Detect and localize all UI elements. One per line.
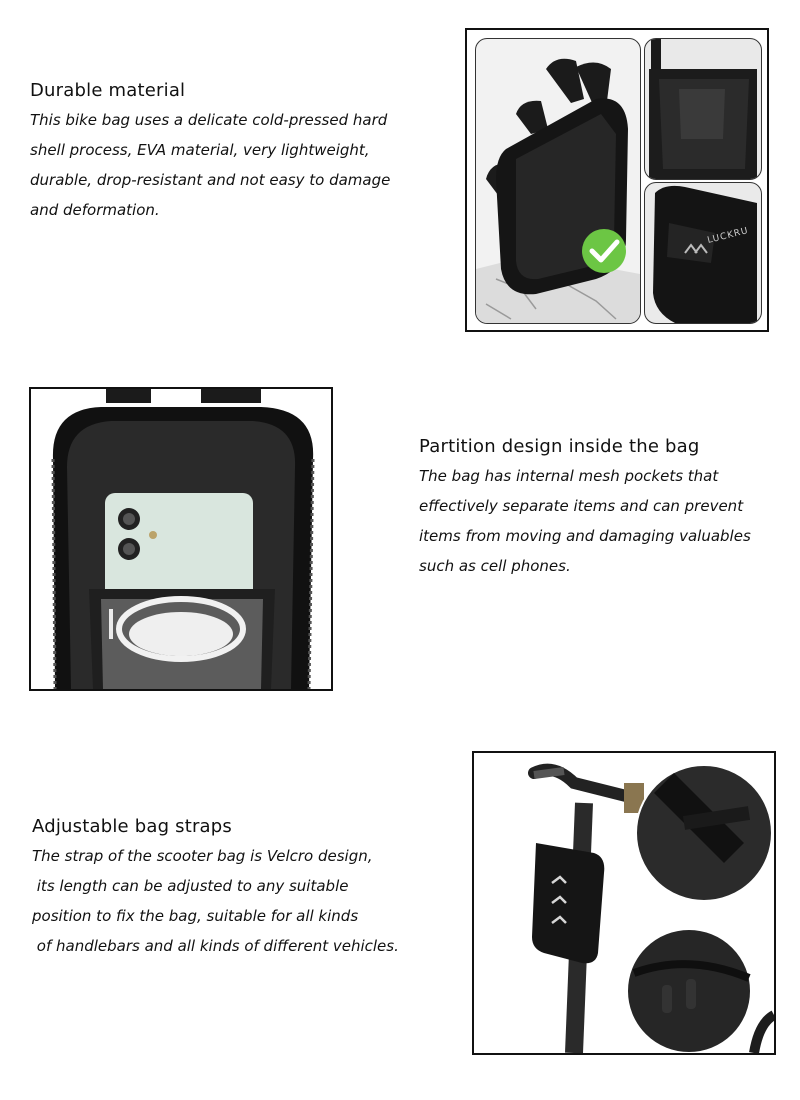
text-line: effectively separate items and can prevent	[419, 497, 744, 515]
heading-partition-design: Partition design inside the bag	[419, 436, 700, 457]
text-line: items from moving and damaging valuables	[419, 527, 751, 545]
image-bag-drop-test	[475, 38, 641, 324]
text-line: shell process, EVA material, very lightweight,	[30, 141, 370, 159]
text-line: position to fix the bag, suitable for all kinds	[32, 907, 359, 925]
text-line: such as cell phones.	[419, 557, 571, 575]
text-line: durable, drop-resistant and not easy to damage	[30, 171, 391, 189]
section-partition-design	[419, 436, 789, 581]
image-bag-side-logo	[644, 182, 762, 324]
image-bag-front-detail	[644, 38, 762, 180]
section-durable-material	[30, 80, 430, 225]
section-adjustable-straps	[32, 816, 452, 961]
text-line: its length can be adjusted to any suitable	[32, 877, 349, 895]
image-bag-interior	[29, 387, 333, 691]
text-line: The bag has internal mesh pockets that	[419, 467, 719, 485]
text-line: of handlebars and all kinds of different vehicles.	[32, 937, 399, 955]
brand-mark: LUCKRU	[706, 226, 750, 246]
heading-durable-material: Durable material	[30, 80, 186, 101]
text-line: and deformation.	[30, 201, 160, 219]
heading-adjustable-straps: Adjustable bag straps	[32, 816, 232, 837]
text-line: The strap of the scooter bag is Velcro design,	[32, 847, 373, 865]
text-line: This bike bag uses a delicate cold-pressed hard	[30, 111, 388, 129]
image-durable-bag-collage	[465, 28, 769, 332]
image-bag-on-scooter	[472, 751, 776, 1055]
